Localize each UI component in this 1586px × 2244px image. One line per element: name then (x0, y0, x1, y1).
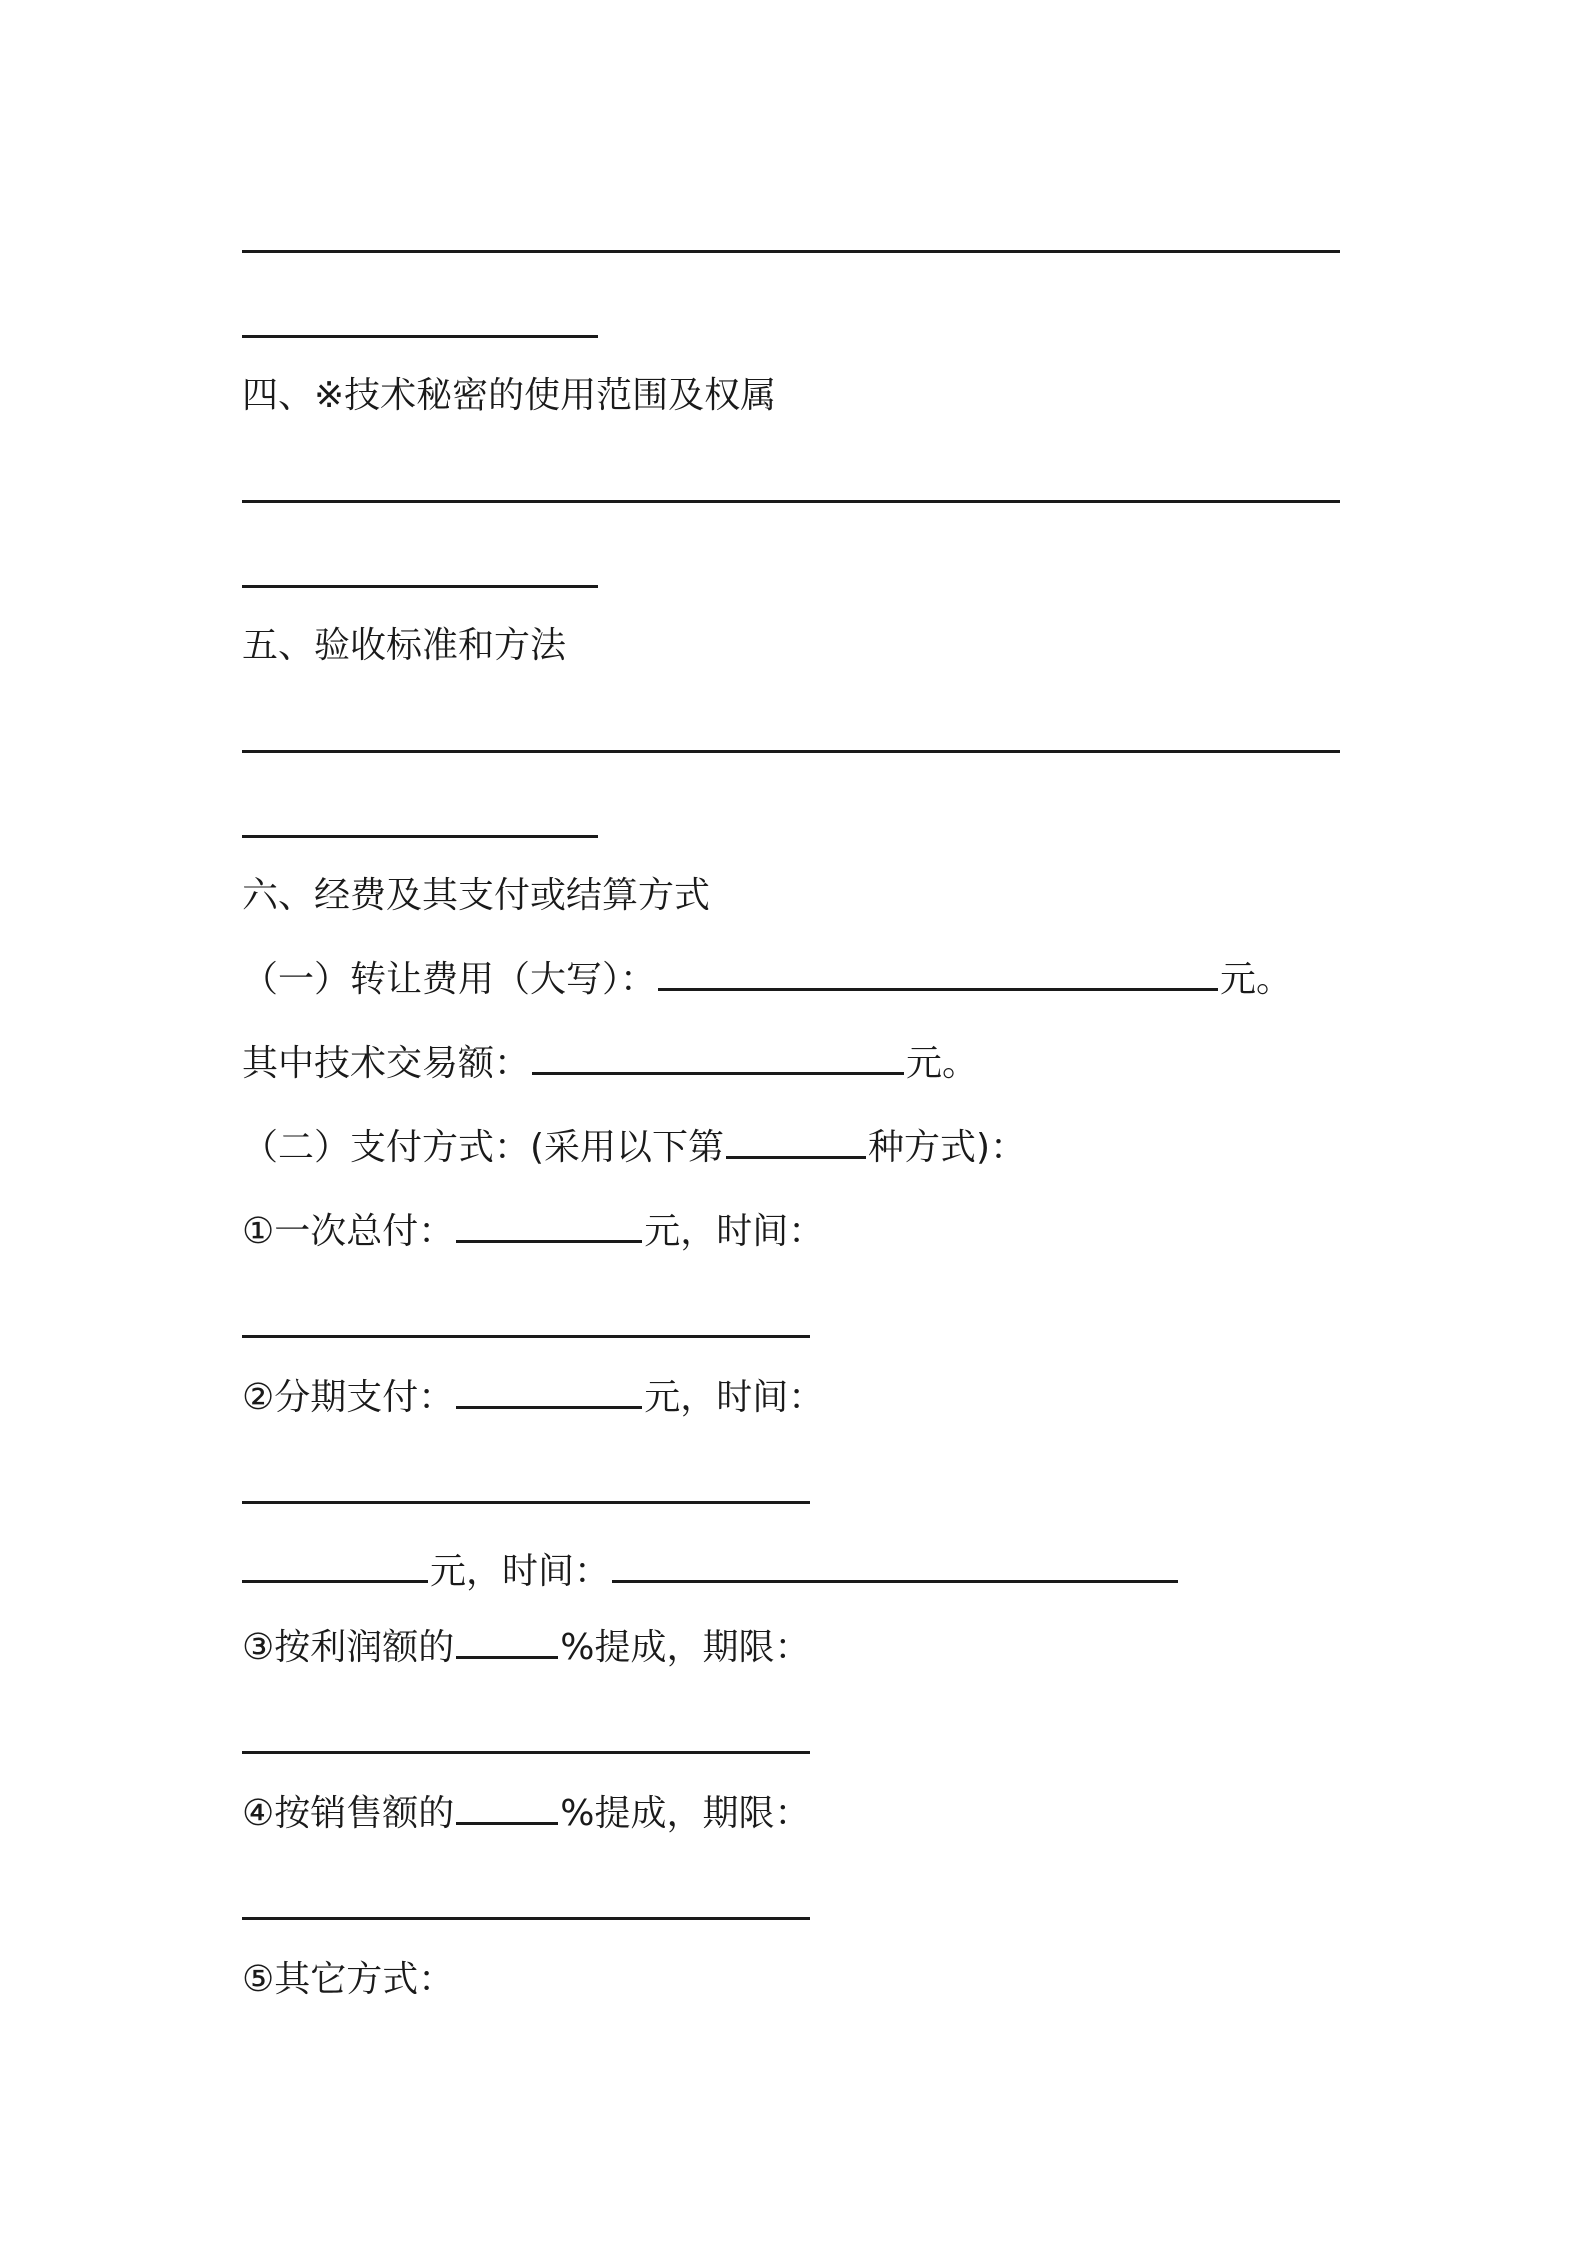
payment-method-blank[interactable] (726, 1124, 866, 1159)
option-lump-sum-label: ①一次总付： (242, 1211, 455, 1252)
option-profit-share-percent-blank[interactable] (456, 1624, 558, 1659)
option-sales-share-term-line[interactable] (242, 1917, 810, 1920)
transfer-fee-blank[interactable] (658, 956, 1218, 991)
payment-method-row (242, 1124, 1026, 1172)
transfer-fee-label: （一）转让费用（大写）： (242, 959, 657, 1000)
option-installment-row (242, 1374, 824, 1422)
option-installment-suffix: 元，时间： (644, 1377, 825, 1418)
option-sales-share-suffix: %提成，期限： (560, 1793, 811, 1834)
option-profit-share-suffix: %提成，期限： (560, 1627, 811, 1668)
trade-amount-blank[interactable] (532, 1040, 904, 1075)
section-five-heading: 五、验收标准和方法 (242, 625, 567, 666)
fill-line-short[interactable] (242, 835, 598, 838)
installment-second-row (242, 1548, 1180, 1596)
trade-amount-unit: 元。 (906, 1043, 979, 1084)
option-sales-share-label: ④按销售额的 (242, 1793, 455, 1834)
option-sales-share-row (242, 1790, 811, 1838)
option-profit-share-row (242, 1624, 811, 1672)
fill-line-full[interactable] (242, 500, 1340, 503)
fill-line-short[interactable] (242, 335, 598, 338)
fill-line-short[interactable] (242, 585, 598, 588)
installment-second-suffix: 元，时间： (430, 1551, 611, 1592)
trade-amount-label: 其中技术交易额： (242, 1043, 531, 1084)
payment-method-suffix: 种方式)： (868, 1127, 1027, 1168)
trade-amount-row (242, 1040, 978, 1088)
option-profit-share-label: ③按利润额的 (242, 1627, 455, 1668)
option-other-row: ⑤其它方式： (242, 1959, 455, 2000)
section-four-heading: 四、※技术秘密的使用范围及权属 (242, 375, 777, 416)
installment-second-time-blank[interactable] (612, 1548, 1178, 1583)
option-lump-sum-row (242, 1208, 824, 1256)
transfer-fee-row (242, 956, 1292, 1004)
fill-line-full[interactable] (242, 750, 1340, 753)
option-profit-share-term-line[interactable] (242, 1751, 810, 1754)
payment-method-label: （二）支付方式：(采用以下第 (242, 1127, 725, 1168)
transfer-fee-unit: 元。 (1220, 959, 1293, 1000)
option-installment-amount-blank[interactable] (456, 1374, 642, 1409)
option-installment-label: ②分期支付： (242, 1377, 455, 1418)
option-installment-time-line[interactable] (242, 1501, 810, 1504)
fill-line-full[interactable] (242, 250, 1340, 253)
option-sales-share-percent-blank[interactable] (456, 1790, 558, 1825)
installment-second-amount-blank[interactable] (242, 1548, 428, 1583)
option-lump-sum-amount-blank[interactable] (456, 1208, 642, 1243)
section-six-heading: 六、经费及其支付或结算方式 (242, 875, 711, 916)
option-lump-sum-time-line[interactable] (242, 1335, 810, 1338)
option-lump-sum-suffix: 元，时间： (644, 1211, 825, 1252)
